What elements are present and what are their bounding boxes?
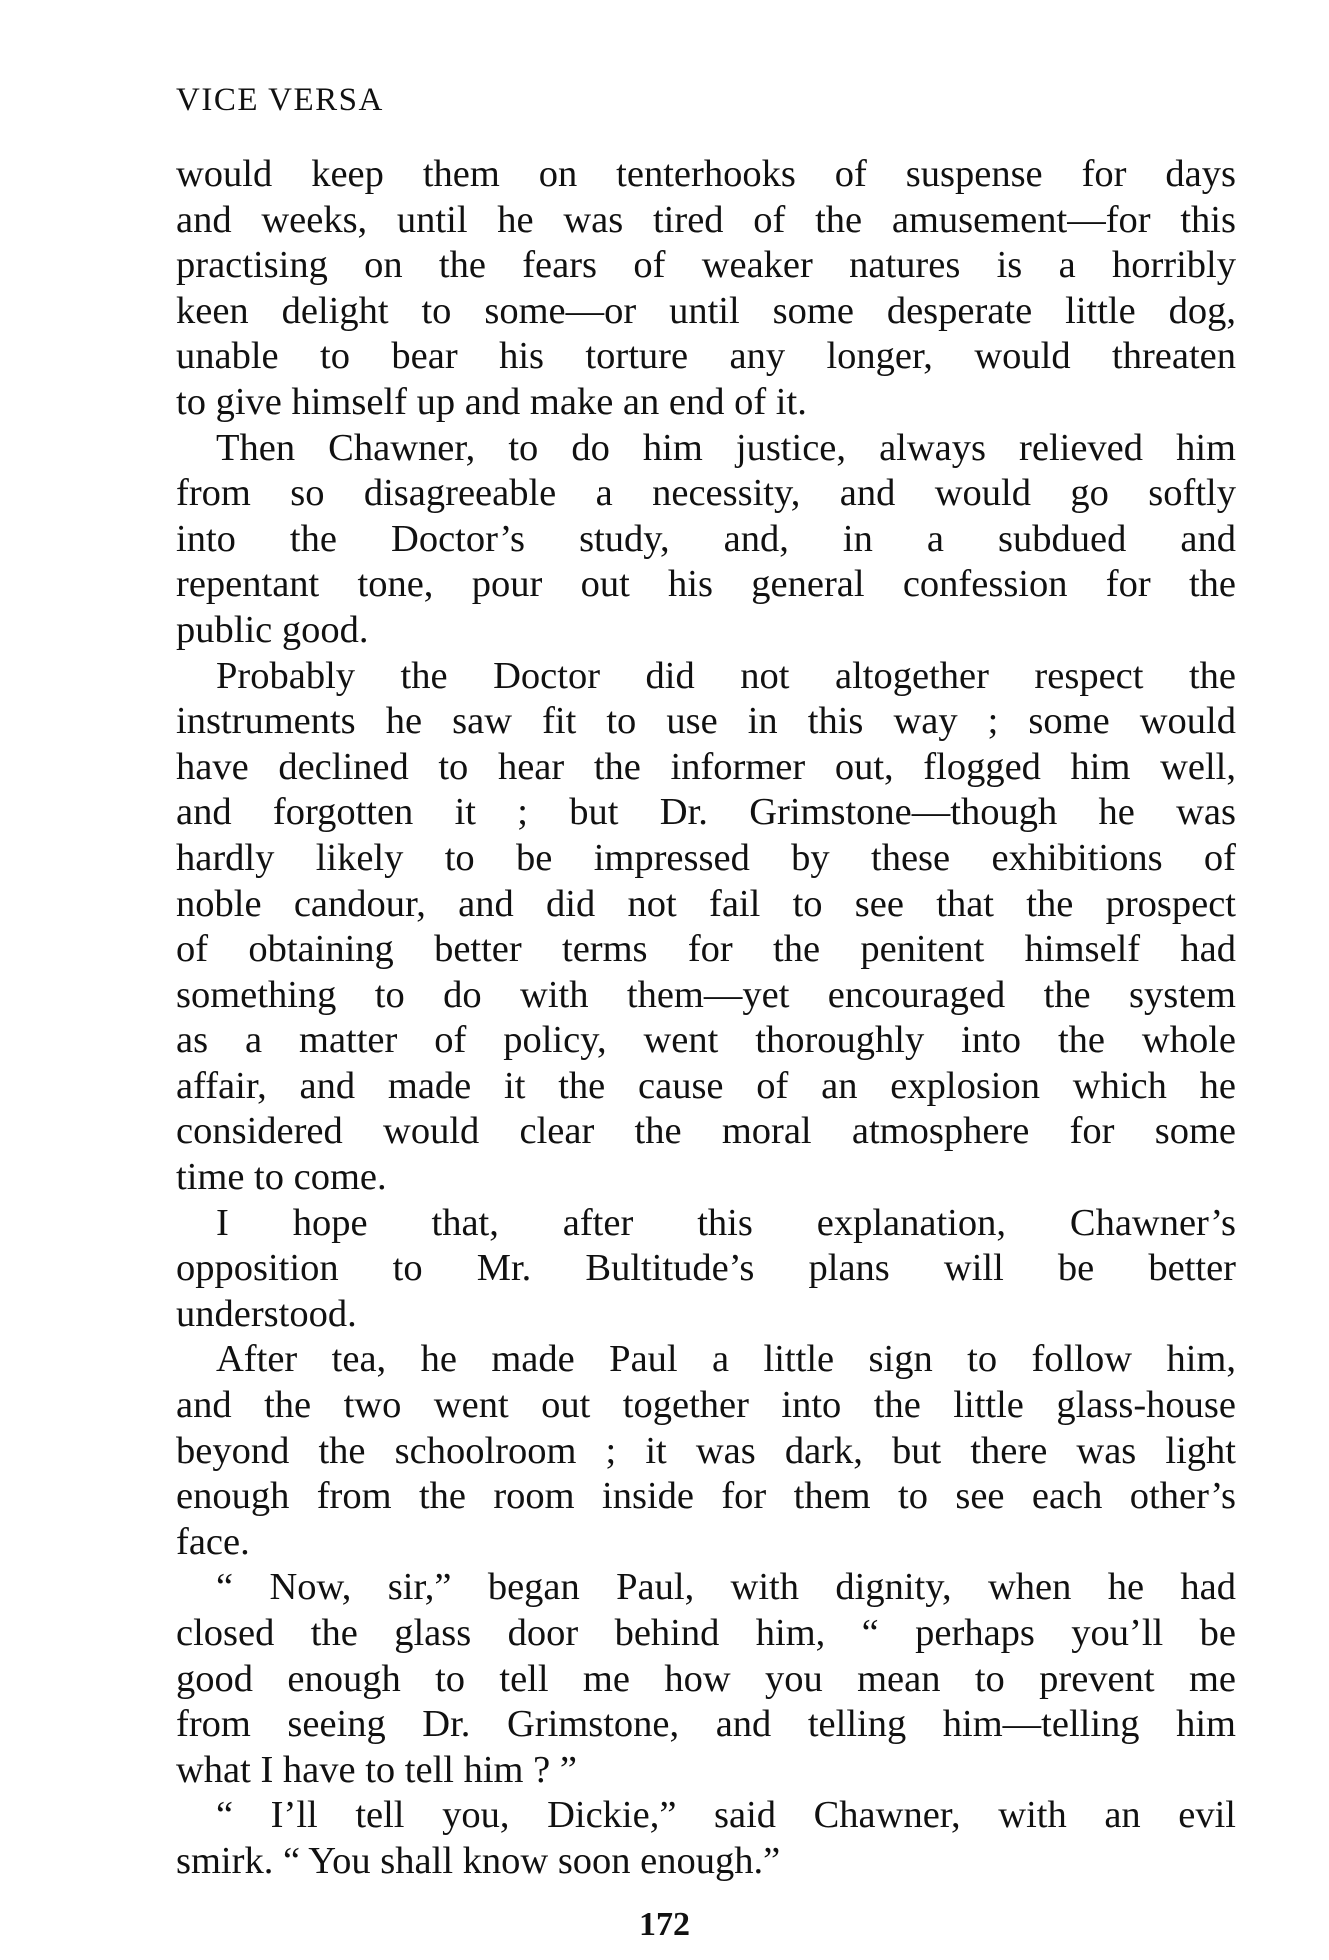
text-line: Probably the Doctor did not altogether respect the	[216, 654, 1236, 697]
text-line: as a matter of policy, went thoroughly into the whole	[176, 1019, 1236, 1062]
text-line: time to come.	[176, 1156, 387, 1199]
text-line: closed the glass door behind him, “ perhaps you’ll be	[176, 1612, 1236, 1654]
text-line: “ I’ll tell you, Dickie,” said Chawner, with an evil	[216, 1794, 1236, 1837]
text-line: practising on the fears of weaker natures is a horribly	[176, 244, 1236, 287]
running-head: VICE VERSA	[176, 82, 384, 118]
text-line: smirk. “ You shall know soon enough.”	[176, 1839, 781, 1882]
text-line: opposition to Mr. Bultitude’s plans will be better	[176, 1247, 1236, 1290]
text-line: what I have to tell him ? ”	[176, 1748, 577, 1791]
text-line: repentant tone, pour out his general confession for the	[176, 563, 1236, 606]
text-line: Then Chawner, to do him justice, always relieved him	[216, 426, 1236, 469]
text-line: and the two went out together into the little glass-house	[176, 1384, 1236, 1427]
text-line: instruments he saw fit to use in this way ; some would	[176, 700, 1236, 743]
text-line: understood.	[176, 1292, 357, 1335]
page-number: 172	[639, 1906, 690, 1943]
text-line: public good.	[176, 608, 369, 651]
text-line: After tea, he made Paul a little sign to follow him,	[216, 1338, 1236, 1381]
text-line: into the Doctor’s study, and, in a subdued and	[176, 517, 1236, 560]
text-line: enough from the room inside for them to see each other’s	[176, 1475, 1236, 1518]
text-line: beyond the schoolroom ; it was dark, but there was light	[176, 1429, 1236, 1472]
text-line: “ Now, sir,” began Paul, with dignity, when he had	[216, 1566, 1236, 1609]
text-line: considered would clear the moral atmosphere for some	[176, 1110, 1236, 1153]
body-text	[176, 152, 1236, 1885]
text-line: would keep them on tenterhooks of suspense for days	[176, 153, 1236, 195]
text-line: affair, and made it the cause of an explosion which he	[176, 1064, 1236, 1107]
text-line: hardly likely to be impressed by these exhibitions of	[176, 836, 1236, 879]
text-line: have declined to hear the informer out, flogged him well,	[176, 745, 1236, 788]
text-line: keen delight to some—or until some desperate little dog,	[176, 289, 1236, 332]
text-line: and forgotten it ; but Dr. Grimstone—though he was	[176, 791, 1236, 834]
text-line: and weeks, until he was tired of the amusement—for this	[176, 198, 1236, 241]
text-line: unable to bear his torture any longer, would threaten	[176, 335, 1236, 378]
text-line: of obtaining better terms for the penitent himself had	[176, 928, 1236, 971]
text-line: something to do with them—yet encouraged the system	[176, 973, 1236, 1016]
text-line: to give himself up and make an end of it.	[176, 380, 807, 423]
text-line: from seeing Dr. Grimstone, and telling him—telling him	[176, 1703, 1236, 1746]
text-line: noble candour, and did not fail to see that the prospect	[176, 882, 1236, 925]
text-line: I hope that, after this explanation, Chawner’s	[216, 1201, 1236, 1244]
text-line: face.	[176, 1520, 250, 1563]
text-line: from so disagreeable a necessity, and would go softly	[176, 472, 1236, 515]
text-line: good enough to tell me how you mean to prevent me	[176, 1657, 1236, 1700]
